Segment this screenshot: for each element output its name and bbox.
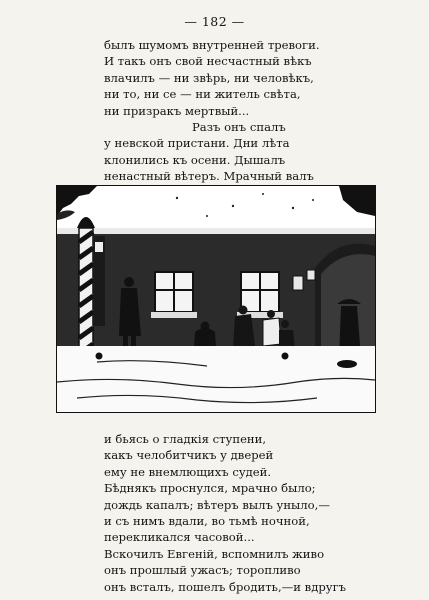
verse-line: И такъ онъ свой несчастный вѣкъ — [104, 54, 312, 69]
verse-line: Бѣднякъ проснулся, мрачно было; — [104, 481, 316, 496]
verse-line: онъ прошлый ужасъ; торопливо — [104, 563, 301, 578]
verse-line: ему не внемлющихъ судей. — [104, 464, 272, 479]
verse-line: былъ шумомъ внутренней тревоги. — [104, 38, 320, 52]
illustration — [56, 185, 376, 413]
verse-line: дождь капалъ; вѣтеръ вылъ уныло,— — [104, 497, 330, 512]
verse-bottom — [104, 431, 404, 595]
verse-top — [104, 37, 404, 201]
verse-line: ни призракъ мертвый... — [104, 103, 250, 118]
verse-line: Разъ онъ спалъ — [192, 120, 286, 135]
verse-line: клонились къ осени. Дышалъ — [104, 152, 286, 167]
verse-line: ни то, ни се — ни житель свѣта, — [104, 87, 301, 102]
verse-line: ненастный вѣтеръ. Мрачный валъ — [104, 169, 314, 184]
verse-line: влачилъ — ни звѣрь, ни человѣкъ, — [104, 70, 314, 85]
verse-line: какъ челобитчикъ у дверей — [104, 448, 274, 463]
verse-line: у невской пристани. Дни лѣта — [104, 136, 290, 151]
verse-line: Вскочилъ Евгеній, вспомнилъ живо — [104, 546, 325, 561]
illustration-drawing — [57, 186, 375, 412]
page-number: — 182 — — [184, 14, 245, 29]
verse-line: и съ нимъ вдали, во тьмѣ ночной, — [104, 514, 310, 529]
verse-line: и бьясь о гладкія ступени, — [104, 432, 267, 446]
verse-line: онъ всталъ, пошелъ бродить,—и вдругъ — [104, 579, 347, 594]
verse-line: перекликался часовой... — [104, 530, 255, 545]
